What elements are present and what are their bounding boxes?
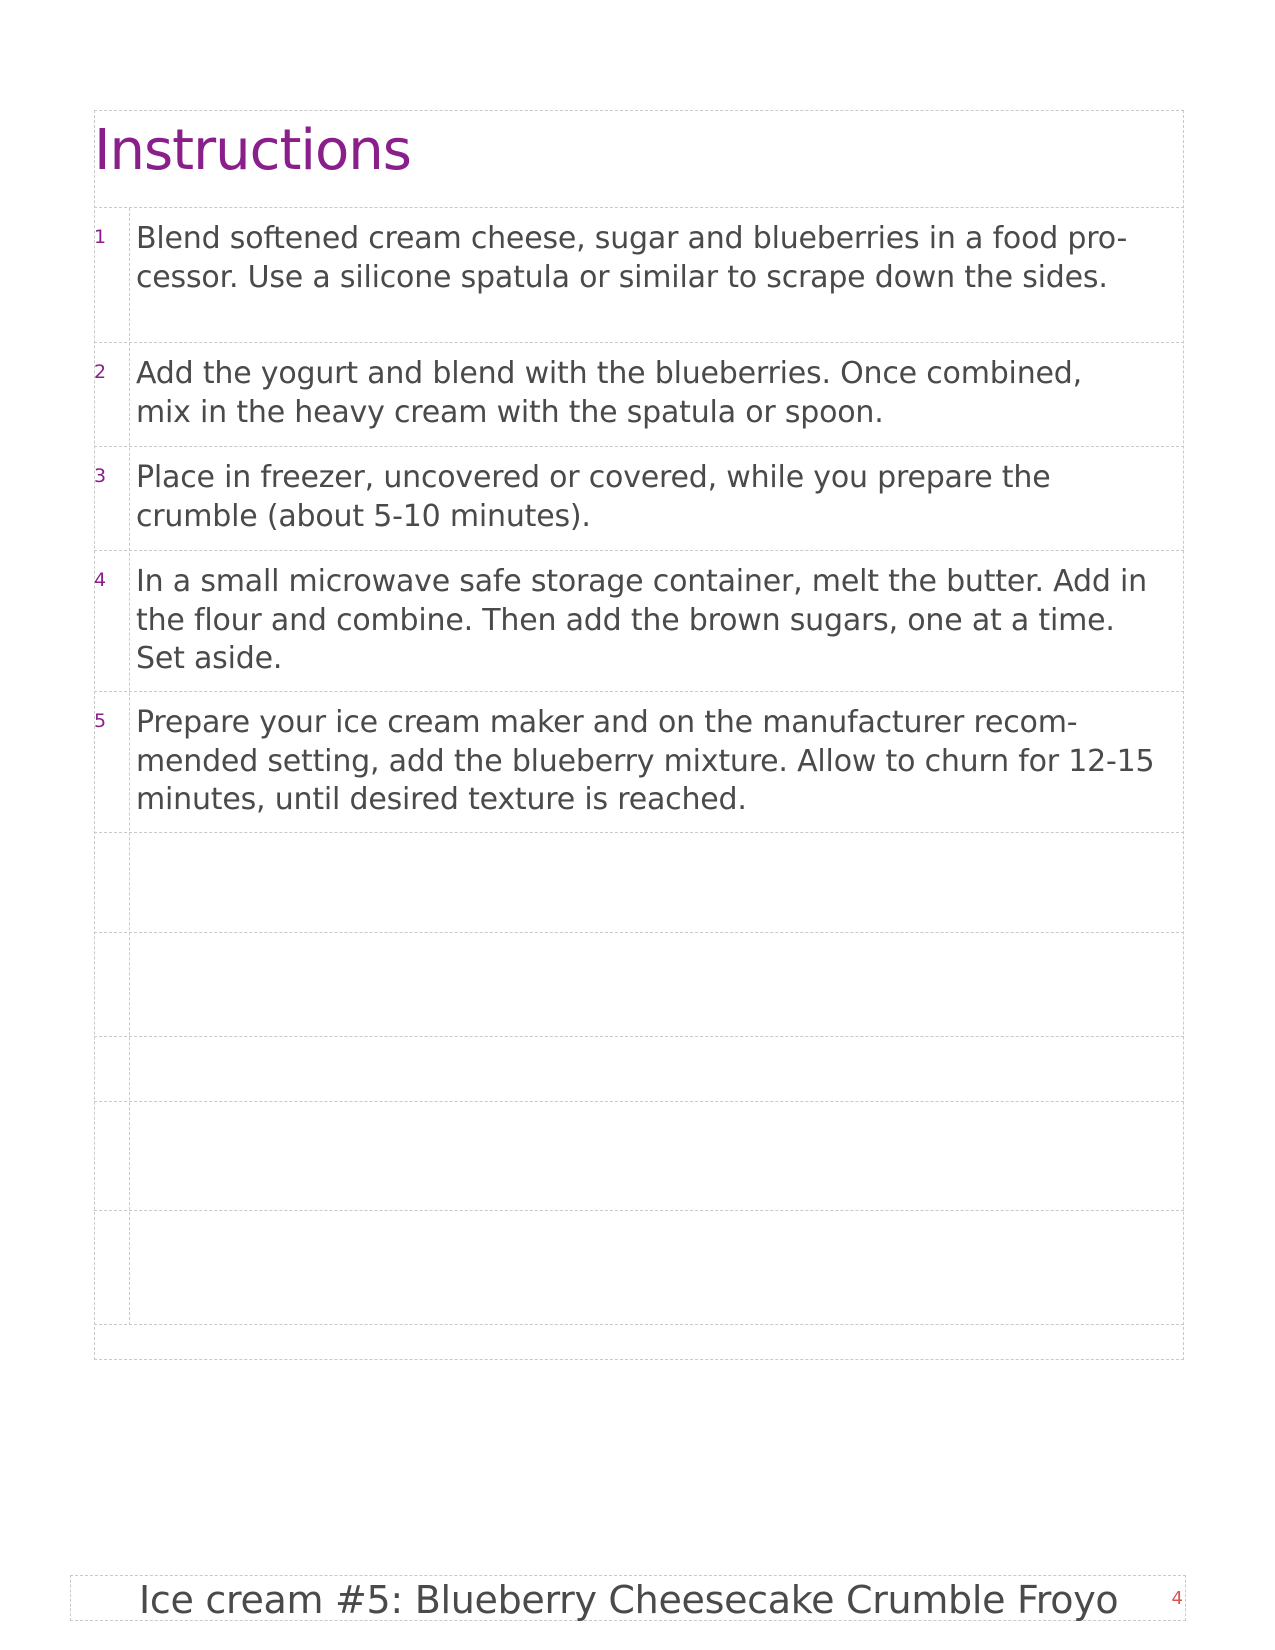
step-text: Add the yogurt and blend with the blueberries. Once combined, mix in the heavy cream with the spatula or spoon.	[136, 356, 1082, 430]
step-row-4	[94, 551, 1184, 692]
step-text: Prepare your ice cream maker and on the manufacturer recom- mended setting, add the blueberry mixture. Allow to churn for 12-15 minutes, until desired texture is reached.	[136, 705, 1155, 817]
step-text: Blend softened cream cheese, sugar and blueberries in a food pro- cessor. Use a silicone spatula or similar to scrape down the sides.	[136, 221, 1128, 295]
page-number: 4	[1171, 1588, 1183, 1609]
footer	[70, 1575, 1186, 1621]
empty-row	[94, 1211, 1184, 1325]
step-number: 5	[94, 710, 107, 732]
empty-row	[94, 933, 1184, 1037]
step-number: 2	[94, 361, 107, 383]
page-heading: Instructions	[94, 118, 411, 183]
step-number: 4	[94, 569, 107, 591]
empty-row	[94, 1037, 1184, 1102]
step-row-5	[94, 692, 1184, 833]
empty-row	[94, 1102, 1184, 1211]
step-row-2	[94, 343, 1184, 447]
heading-box	[94, 110, 1184, 208]
step-row-3	[94, 447, 1184, 551]
recipe-title: Ice cream #5: Blueberry Cheesecake Crumble Froyo	[139, 1578, 1119, 1622]
step-row-1	[94, 208, 1184, 343]
step-number: 1	[94, 226, 107, 248]
step-text: Place in freezer, uncovered or covered, while you prepare the crumble (about 5-10 minutes).	[136, 460, 1051, 534]
step-number: 3	[94, 465, 107, 487]
empty-row	[94, 833, 1184, 933]
step-text: In a small microwave safe storage container, melt the butter. Add in the flour and combine. Then add the brown sugars, one at a time. Set aside.	[136, 564, 1147, 676]
